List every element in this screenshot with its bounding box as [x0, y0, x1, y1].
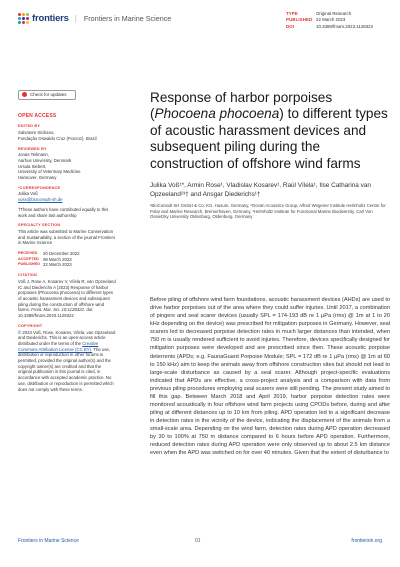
check-updates-button[interactable]: Check for updates — [18, 90, 76, 100]
page-number: 01 — [195, 538, 201, 544]
meta-published: PUBLISHED 22 March 2023 — [286, 17, 346, 23]
article-sidebar — [18, 90, 116, 394]
reviewed-by-label: REVIEWED BY — [18, 146, 47, 151]
accepted-label: ACCEPTED — [18, 256, 39, 261]
reviewer-info: Jonas Teilmann, Aarhus University, Denmark Ursula Siebert, University of Veterinary Medicine Hannover, Germany — [18, 152, 81, 181]
editor-info: Salvatore Siciliano, Fundação Oswaldo Cruz (Fiocruz), Brazil — [18, 130, 97, 141]
specialty-info: This article was submitted to Marine Conservation and Sustainability, a section of the journal Frontiers in Marine Science — [18, 228, 116, 246]
update-icon — [22, 92, 27, 97]
license-link[interactable]: Creative Commons Attribution License (CC BY). — [18, 340, 99, 352]
affiliations: ¹BioConsult SH GmbH & Co. KG, Husum, Germany, ²Ocean Acoustics Group, Alfred Wegener Institute Helmholtz Centre for Polar and Marine Research, Bremerhaven, Germany, ³Helmholtz Institute for Functional Marine Biodiversity, Carl Von Ossietzky University Oldenburg, Oldenburg, Germany — [150, 203, 386, 220]
received-date: 20 December 2022 — [43, 251, 80, 257]
citation-info: Voß J, Rose A, Kosarev V, Vílela R, van Opzeeland IC and Diederichs A (2023) Response of harbor porpoises (Phocoena phocoena) to different types of acoustic harassment devices and subsequent piling during the construction of offshore wind farms. Front. Mar. Sci. 10:1128322. doi: 10.3389/fmars.2023.1128322 — [18, 278, 116, 319]
frontiers-logo[interactable] — [18, 13, 171, 24]
edited-by-label: EDITED BY — [18, 124, 41, 129]
article-title: Response of harbor porpoises (Phocoena phocoena) to different types of acoustic harassment devices and subsequent piling during the construction of offshore wind farms — [150, 90, 388, 171]
page-header — [0, 0, 400, 40]
author-list: Julika Voß¹*, Armin Rose¹, Vladislav Kosarev¹, Raúl Vílela¹, Ilse Catharina van Opzeeland²³† and Ansgar Diederichs¹† — [150, 182, 371, 199]
copyright-info: © 2023 Voß, Rose, Kosarev, Vílela, van Opzeeland and Diederichs. This is an open-access article distributed under the terms of the Creative Commons Attribution License (CC BY). The use, distribution or reproduction in other forums is permitted, provided the original author(s) and the copyright owner(s) are credited and that the original publication in this journal is cited, in accordance with accepted academic practice. No use, distribution or reproduction is permitted which does not comply with these terms. — [18, 329, 116, 392]
brand-name: frontiers — [32, 13, 69, 24]
meta-type: TYPE Original Research — [286, 11, 352, 16]
citation-label: CITATION — [18, 273, 37, 278]
published-date: 22 March 2023 — [43, 262, 72, 268]
correspondence-email-link[interactable]: voss@bioconsult-sh.de — [18, 197, 63, 203]
header-separator: | — [74, 14, 77, 23]
published-label: PUBLISHED — [18, 262, 40, 267]
specialty-label: SPECIALTY SECTION — [18, 223, 61, 228]
received-label: RECEIVED — [18, 251, 38, 256]
article-header — [150, 90, 390, 220]
frontiers-logo-icon — [18, 13, 29, 24]
correspondence-label: *CORRESPONDENCE — [18, 185, 61, 190]
article-meta — [286, 11, 373, 30]
dates-block — [18, 251, 116, 268]
accepted-date: 08 March 2023 — [43, 256, 72, 262]
equal-contribution-note: †These authors have contributed equally to this work and share last authorship — [18, 206, 109, 218]
open-access-label: OPEN ACCESS — [18, 112, 57, 119]
footer-site-link[interactable]: frontiersin.org — [351, 538, 382, 544]
correspondence-info: Julika Voß voss@bioconsult-sh.de — [18, 191, 116, 202]
journal-name: Frontiers in Marine Science — [83, 14, 172, 23]
meta-doi: DOI 10.3389/fmars.2023.1128322 — [286, 23, 374, 29]
footer-journal-link[interactable]: Frontiers in Marine Science — [18, 538, 79, 544]
abstract-text: Before piling of offshore wind farm foundations, acoustic harassment devices (AHDs) are used to drive harbor porpoises out of the area where they could suffer injuries. Until 2017, a combination of pingers and seal scarer devices (usually SPL = 174-193 dB re 1 µPa (rms) @ 1m at 1 to 20 kHz depending on the device) was prescribed for mitigation purposes in Germany. However, seal scarers led to decreased porpoise detection rates in much larger distances than intended, when 750 m is usually rendered sufficient to avoid injuries. Therefore, devices specifically designed for mitigation purposes were developed and are prescribed since then. These acoustic porpoise deterrents (APDs; e.g. FaunaGuard Porpoise Module; SPL = 172 dB re 1 µPa (rms) @ 1m at 60 to 150 kHz) aim to keep the animals away from offshore construction sites but should not lead to large-scale disturbance as caused by a seal scarer. Although project-specific evaluations indicated that APDs are effective, a cross-project analysis and a comparison with data from previous piling procedures employing seal scarers were still pending. The present study aimed to fill this gap. Between March 2018 and April 2019, harbor porpoise detection rates were monitored acoustically in four offshore wind farm projects using CPODs before, during and after piling at different distances up to 10 km from piling. APD operation led to a significant decrease in detection rates in the vicinity of the device, indicating the displacement of the animals from a small-scale area. Depending on the wind farm, detection rates during APD operation decreased by 30 to 100% at 750 m distance compared to 6 hours before APD operation. Furthermore, reduced detection rates during APD operation were only observed up to about 2.5 km distance even when the APD was switched on for over 40 minutes. Given that the extent of disturbance to — [150, 297, 390, 457]
copyright-label: COPYRIGHT — [18, 323, 43, 328]
